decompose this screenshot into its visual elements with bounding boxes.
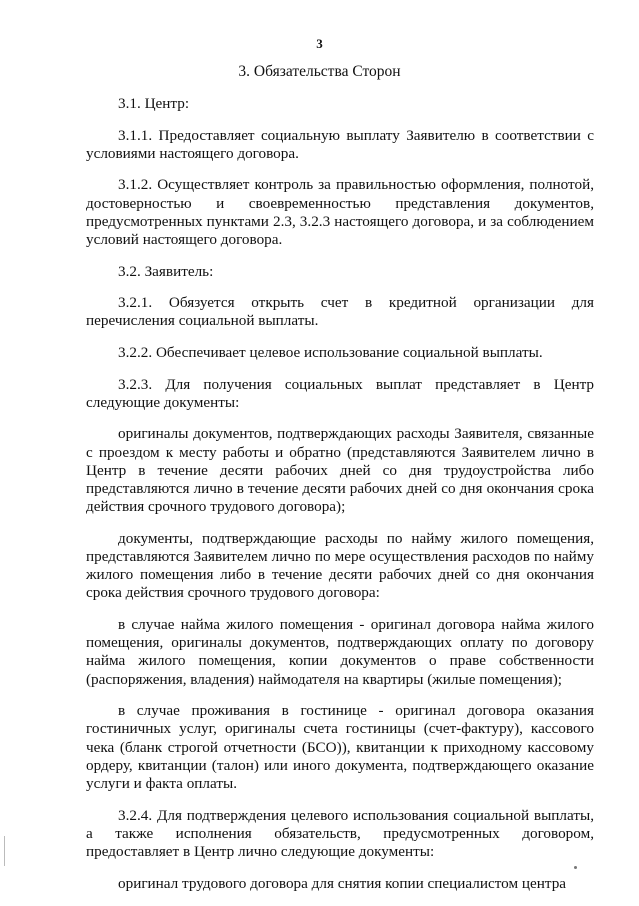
- paragraph-3-1-2: 3.1.2. Осуществляет контроль за правильностью оформления, полнотой, достоверностью и своевременностью представления документов, предусмотренных пунктами 2.3, 3.2.3 настоящего договора, и за соблюдением условий настоящего договора.: [86, 176, 594, 248]
- page-number: 3: [316, 36, 323, 51]
- section-title: 3. Обязательства Сторон: [238, 63, 401, 80]
- paragraph-3-2: 3.2. Заявитель:: [118, 262, 214, 280]
- paragraph-rent-case: в случае найма жилого помещения - оригинал договора найма жилого помещения, оригиналы документов, подтверждающих оплату по договору найма жилого помещения, копии документов о праве собственности (распоряжения, владения) наймодателя на квартиры (жилые помещения);: [86, 615, 594, 688]
- paragraph-3-1-1: 3.1.1. Предоставляет социальную выплату Заявителю в соответствии с условиями настоящего договора.: [86, 126, 594, 162]
- scan-edge-mark: [4, 836, 5, 866]
- paragraph-originals-travel: оригиналы документов, подтверждающих расходы Заявителя, связанные с проездом к месту работы и обратно (представляются Заявителем лично в Центр в течение десяти рабочих дней со дня трудоустройства либо представляются лично в течение десяти рабочих дней со дня окончания срока действия срочного трудового договора);: [86, 425, 594, 516]
- paragraph-labor-contract: оригинал трудового договора для снятия копии специалистом центра: [118, 874, 567, 892]
- scan-speck: [574, 866, 577, 869]
- paragraph-3-2-1: 3.2.1. Обязуется открыть счет в кредитной организации для перечисления социальной выплаты.: [86, 294, 594, 330]
- paragraph-3-2-4: 3.2.4. Для подтверждения целевого использования социальной выплаты, а также исполнения обязательств, предусмотренных договором, предоставляет в Центр лично следующие документы:: [86, 806, 594, 860]
- paragraph-hotel-case: в случае проживания в гостинице - оригинал договора оказания гостиничных услуг, оригиналы счета гостиницы (счет-фактуру), кассового чека (бланк строгой отчетности (БСО)), квитанции к приходному кассовому ордеру, квитанции (талон) или иного документа, подтверждающего оказание услуги и факта оплаты.: [86, 702, 594, 792]
- paragraph-3-2-2: 3.2.2. Обеспечивает целевое использование социальной выплаты.: [118, 343, 543, 361]
- paragraph-3-2-3: 3.2.3. Для получения социальных выплат представляет в Центр следующие документы:: [86, 375, 594, 411]
- document-body: [86, 95, 594, 906]
- paragraph-housing-docs: документы, подтверждающие расходы по найму жилого помещения, представляются Заявителем лично по мере осуществления расходов по найму жилого помещения либо в течение десяти рабочих дней со дня окончания срока действия срочного трудового договора:: [86, 529, 594, 602]
- paragraph-3-1: 3.1. Центр:: [118, 95, 190, 112]
